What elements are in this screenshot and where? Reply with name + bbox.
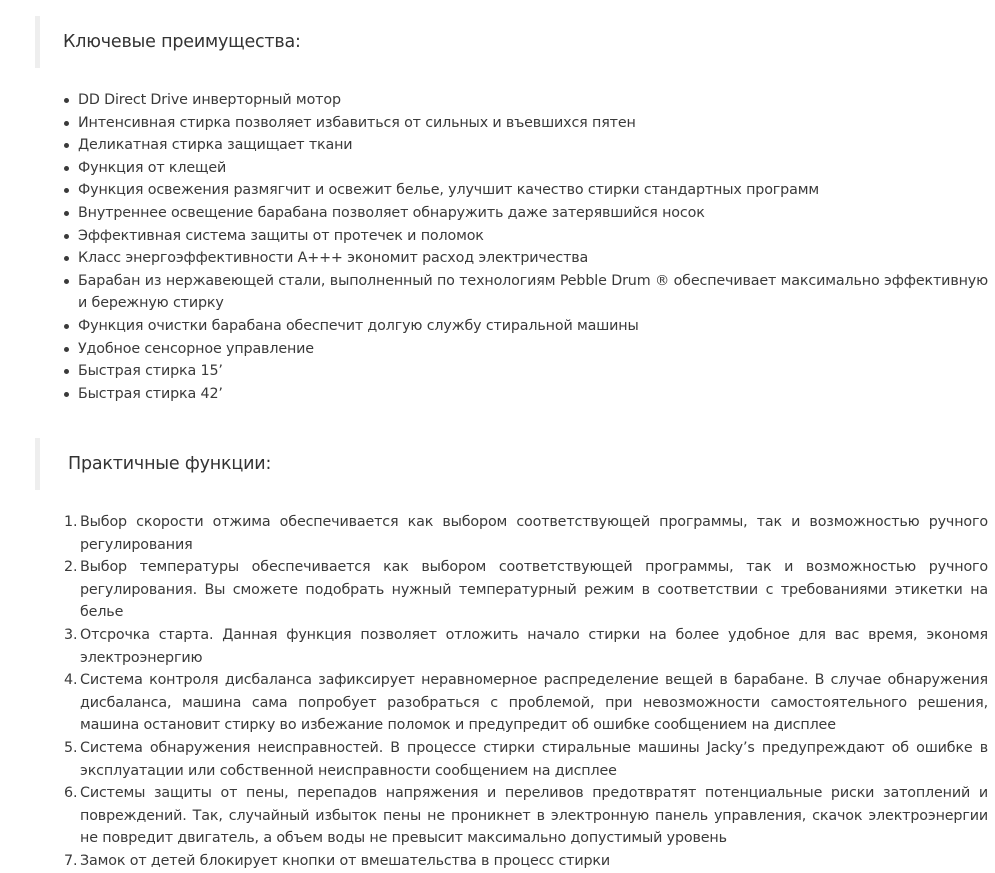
item-text: Отсрочка старта. Данная функция позволяет отложить начало стирки на более удобное для вас время, экономя электроэнергию	[80, 626, 988, 666]
item-number: 5.	[64, 739, 78, 756]
list-item: Класс энергоэффективности A+++ экономит расход электричества	[78, 247, 988, 270]
list-item	[64, 511, 988, 556]
item-text: Выбор температуры обеспечивается как выбором соответствующей программы, так и возможностью ручного регулирования. Вы сможете подобрать нужный температурный режим в соответствии с требованиями этикетки на белье	[80, 559, 988, 621]
list-item: Эффективная система защиты от протечек и поломок	[78, 225, 988, 248]
list-item	[64, 669, 988, 737]
key-benefits-heading: Ключевые преимущества:	[35, 16, 663, 68]
list-item: Удобное сенсорное управление	[78, 338, 988, 361]
item-number: 7.	[64, 852, 78, 869]
list-item: Быстрая стирка 15’	[78, 360, 988, 383]
item-text: Замок от детей блокирует кнопки от вмешательства в процесс стирки	[80, 852, 611, 869]
list-item: Функция освежения размягчит и освежит белье, улучшит качество стирки стандартных программ	[78, 179, 988, 202]
item-number: 3.	[64, 626, 78, 643]
list-item: Функция от клещей	[78, 157, 988, 180]
list-item: Функция очистки барабана обеспечит долгую службу стиральной машины	[78, 315, 988, 338]
list-item: DD Direct Drive инверторный мотор	[78, 89, 988, 112]
list-item: Деликатная стирка защищает ткани	[78, 134, 988, 157]
key-benefits-list	[78, 89, 988, 405]
list-item	[64, 782, 988, 850]
list-item: Внутреннее освещение барабана позволяет обнаружить даже затерявшийся носок	[78, 202, 988, 225]
practical-functions-heading: Практичные функции:	[35, 438, 668, 490]
item-number: 2.	[64, 559, 78, 576]
item-number: 4.	[64, 672, 78, 689]
list-item	[64, 624, 988, 669]
list-item	[64, 737, 988, 782]
list-item	[64, 850, 988, 873]
item-number: 1.	[64, 514, 78, 530]
item-text: Система обнаружения неисправностей. В процессе стирки стиральные машины Jacky’s предупреждают об ошибке в эксплуатации или собственной неисправности сообщением на дисплее	[80, 739, 988, 779]
list-item	[64, 556, 988, 624]
list-item: Барабан из нержавеющей стали, выполненный по технологиям Pebble Drum ® обеспечивает максимально эффективную и бережную стирку	[78, 270, 988, 315]
list-item: Быстрая стирка 42’	[78, 383, 988, 406]
item-text: Система контроля дисбаланса зафиксирует неравномерное распределение вещей в барабане. В случае обнаружения дисбаланса, машина сама попробует разобраться с проблемой, при невозможности самостоятельного решения, машина остановит стирку во избежание поломок и предупредит об ошибке сообщением на дисплее	[80, 672, 988, 734]
practical-functions-list	[64, 511, 988, 873]
item-text: Выбор скорости отжима обеспечивается как выбором соответствующей программы, так и возможностью ручного регулирования	[80, 514, 988, 553]
item-text: Системы защиты от пены, перепадов напряжения и переливов предотвратят потенциальные риски затоплений и повреждений. Так, случайный избыток пены не проникнет в электронную панель управления, скачок электроэнергии не повредит двигатель, а объем воды не превысит максимально допустимый уровень	[80, 785, 988, 847]
list-item: Интенсивная стирка позволяет избавиться от сильных и въевшихся пятен	[78, 112, 988, 135]
item-number: 6.	[64, 785, 78, 802]
